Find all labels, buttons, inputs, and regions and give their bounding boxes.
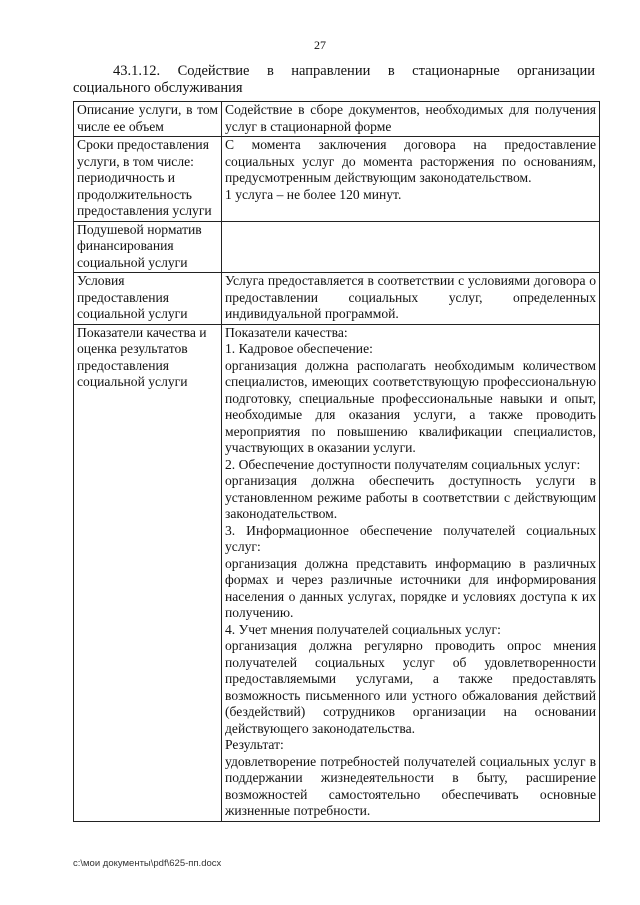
value-paragraph: Услуга предоставляется в соответствии с условиями договора о предоставлении социальных услуг, определенных индивидуальной программой. xyxy=(225,273,596,321)
value-paragraph: 3. Информационное обеспечение получателей социальных услуг: xyxy=(225,522,596,554)
row-value-norm xyxy=(222,221,600,273)
value-paragraph: 2. Обеспечение доступности получателям социальных услуг: xyxy=(225,456,581,472)
row-label-quality: Показатели качества и оценка результатов предоставления социальной услуги xyxy=(74,324,222,821)
value-paragraph: 1 услуга – не более 120 минут. xyxy=(225,186,402,202)
row-value-quality xyxy=(222,324,600,821)
row-label-terms: Сроки предоставления услуги, в том числе: периодичность и продолжительность предоставления услуги xyxy=(74,137,222,222)
section-heading xyxy=(73,63,595,97)
value-paragraph: организация должна обеспечить доступность услуги в установленном режиме работы в соответствии с действующим законодательством. xyxy=(225,473,596,521)
heading-line-1: 43.1.12. Содействие в направлении в стационарные организации xyxy=(113,63,595,79)
value-paragraph: организация должна регулярно проводить опрос мнения получателей социальных услуг об удовлетворенности предоставляемыми услугами, а также предоставлять возможность письменного или устного обжалования действий (бездействий) сотрудников организации на основании действующего законодательства. xyxy=(225,638,596,736)
table-row xyxy=(74,137,600,222)
table-row xyxy=(74,221,600,273)
value-paragraph: Результат: xyxy=(225,737,284,752)
row-label-conditions: Условия предоставления социальной услуги xyxy=(74,273,222,325)
value-paragraph: организация должна представить информацию в различных формах и через различные источники для информирования населения о данных услугах, порядке и условиях доступа к их получению. xyxy=(225,555,596,620)
value-paragraph: Показатели качества: xyxy=(225,324,348,340)
value-paragraph: 4. Учет мнения получателей социальных услуг: xyxy=(225,621,501,637)
row-value-terms xyxy=(222,137,600,222)
value-paragraph: С момента заключения договора на предоставление социальных услуг до момента расторжения по основаниям, предусмотренным действующим законодательством. xyxy=(225,137,596,185)
page-number: 27 xyxy=(314,38,326,52)
table-row xyxy=(74,273,600,325)
value-paragraph: удовлетворение потребностей получателей социальных услуг в поддержании жизнедеятельности в быту, расширение возможностей самостоятельно обеспечивать основные жизненные потребности. xyxy=(225,753,596,818)
table-row xyxy=(74,324,600,821)
value-paragraph: организация должна располагать необходимым количеством специалистов, имеющих соответствующую профессиональную подготовку, специальные профессиональные навыки и опыт, необходимые для оказания услуги, а также проводить мероприятия по повышению квалификации специалистов, участвующих в оказании услуги. xyxy=(225,357,596,455)
file-path-footer: c:\мои документы\pdf\625-пп.docx xyxy=(73,858,222,869)
value-paragraph: 1. Кадровое обеспечение: xyxy=(225,341,373,356)
value-paragraph: Содействие в сборе документов, необходимых для получения услуг в стационарной форме xyxy=(225,102,596,134)
row-label-description: Описание услуги, в том числе ее объем xyxy=(74,102,222,137)
heading-line-2: социального обслуживания xyxy=(73,80,243,96)
row-label-norm: Подушевой норматив финансирования социальной услуги xyxy=(74,221,222,273)
table-row xyxy=(74,102,600,137)
service-table xyxy=(73,101,600,822)
row-value-description xyxy=(222,102,600,137)
row-value-conditions xyxy=(222,273,600,325)
